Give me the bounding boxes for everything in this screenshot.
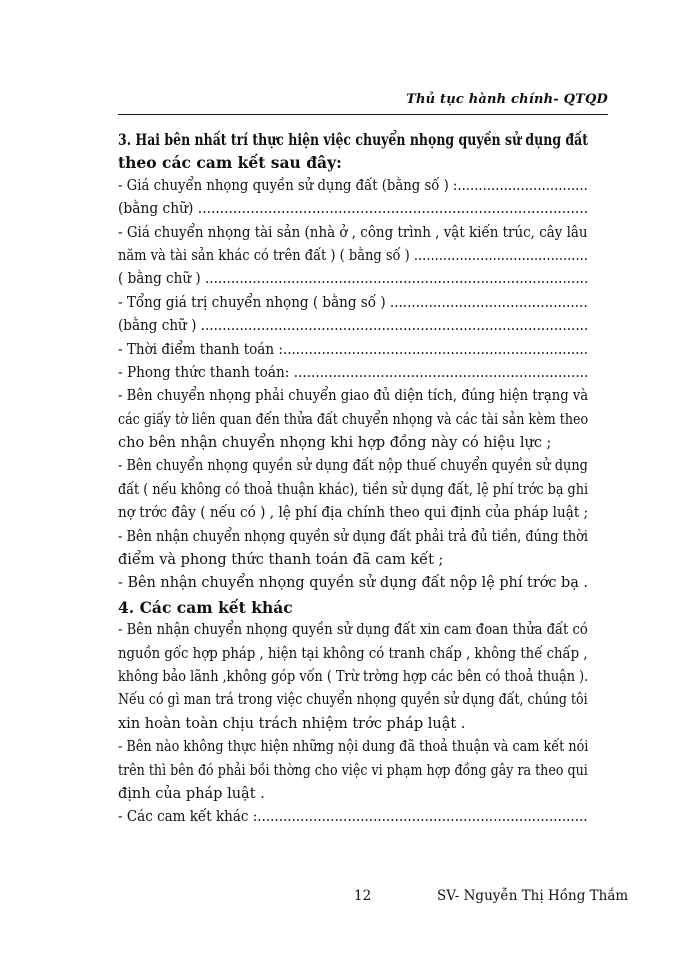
body-text-line: ( bằng chữ ) ......................................................................................... [118, 271, 589, 288]
body-text-line: không bảo lãnh ,không góp vốn ( Trừ trờng hợp các bên có thoả thuận ). [118, 668, 589, 685]
body-text-line: điểm và phong thức thanh toán đã cam kết ; [118, 552, 444, 569]
body-text-line: - Các cam kết khác :............................................................................. [118, 809, 588, 826]
page-number: 12 [354, 888, 372, 904]
section-heading-line: 3. Hai bên nhất trí thực hiện việc chuyển nhọng quyền sử dụng đất [118, 130, 589, 149]
body-text-line: các giấy tờ liên quan đến thửa đất chuyển nhọng và các tài sản kèm theo [118, 411, 589, 428]
body-text-line: - Giá chuyển nhọng quyền sử dụng đất (bằng số ) :............................... [118, 177, 588, 194]
body-text-line: (bằng chữ ) .......................................................................................... [118, 318, 589, 335]
header-title: Thủ tục hành chính- QTQD [406, 92, 608, 107]
body-text-line: - Thời điểm thanh toán :....................................................................... [118, 341, 589, 358]
body-text-line: - Bên chuyển nhọng quyền sử dụng đất nộp thuế chuyển quyền sử dụng [118, 458, 588, 475]
body-text-line: - Bên nhận chuyển nhọng quyền sử dụng đất xin cam đoan thửa đất có [118, 622, 588, 639]
body-text-line: - Bên nhận chuyển nhọng quyền sử dụng đất phải trả đủ tiền, đúng thời [118, 528, 589, 545]
body-text-line: - Bên nào không thực hiện những nội dung đã thoả thuận và cam kết nói [118, 739, 589, 756]
body-text-line: xin hoàn toàn chịu trách nhiệm trớc pháp luật . [118, 715, 466, 732]
section-heading-line: theo các cam kết sau đây: [118, 153, 342, 173]
body-text-line: định của pháp luật . [118, 785, 265, 802]
body-text-line: đất ( nếu không có thoả thuận khác), tiền sử dụng đất, lệ phí trớc bạ ghi [118, 481, 589, 498]
footer-author: SV- Nguyễn Thị Hồng Thắm [437, 888, 629, 904]
body-text-line: - Tổng giá trị chuyển nhọng ( bằng số ) .............................................. [118, 294, 588, 311]
body-text-line: - Bên chuyển nhọng phải chuyển giao đủ diện tích, đúng hiện trạng và [118, 388, 589, 405]
section-heading-line: 4. Các cam kết khác [118, 597, 293, 617]
body-text-line: - Bên nhận chuyển nhọng quyền sử dụng đất nộp lệ phí trớc bạ . [118, 575, 588, 592]
body-text-line: nợ trớc đây ( nếu có ) , lệ phí địa chính theo qui định của pháp luật ; [118, 505, 589, 522]
body-text-line: Nếu có gì man trá trong việc chuyển nhọng quyền sử dụng đất, chúng tôi [118, 692, 588, 709]
document-body [118, 128, 588, 830]
body-text-line: (bằng chữ) ......................................................................................... [118, 201, 589, 218]
body-text-line: cho bên nhận chuyển nhọng khi hợp đồng này có hiệu lực ; [118, 435, 552, 452]
body-text-line: năm và tài sản khác có trên đất ) ( bằng số ) .......................................... [118, 247, 588, 264]
body-text-line: trên thì bên đó phải bồi thờng cho việc vi phạm hợp đồng gây ra theo qui [118, 762, 588, 779]
body-text-line: - Phong thức thanh toán: .................................................................... [118, 364, 589, 381]
body-text-line: nguồn gốc hợp pháp , hiện tại không có tranh chấp , không thế chấp , [118, 645, 588, 662]
header-divider [118, 114, 608, 115]
body-text-line: - Giá chuyển nhọng tài sản (nhà ở , công trình , vật kiến trúc, cây lâu [118, 224, 588, 241]
